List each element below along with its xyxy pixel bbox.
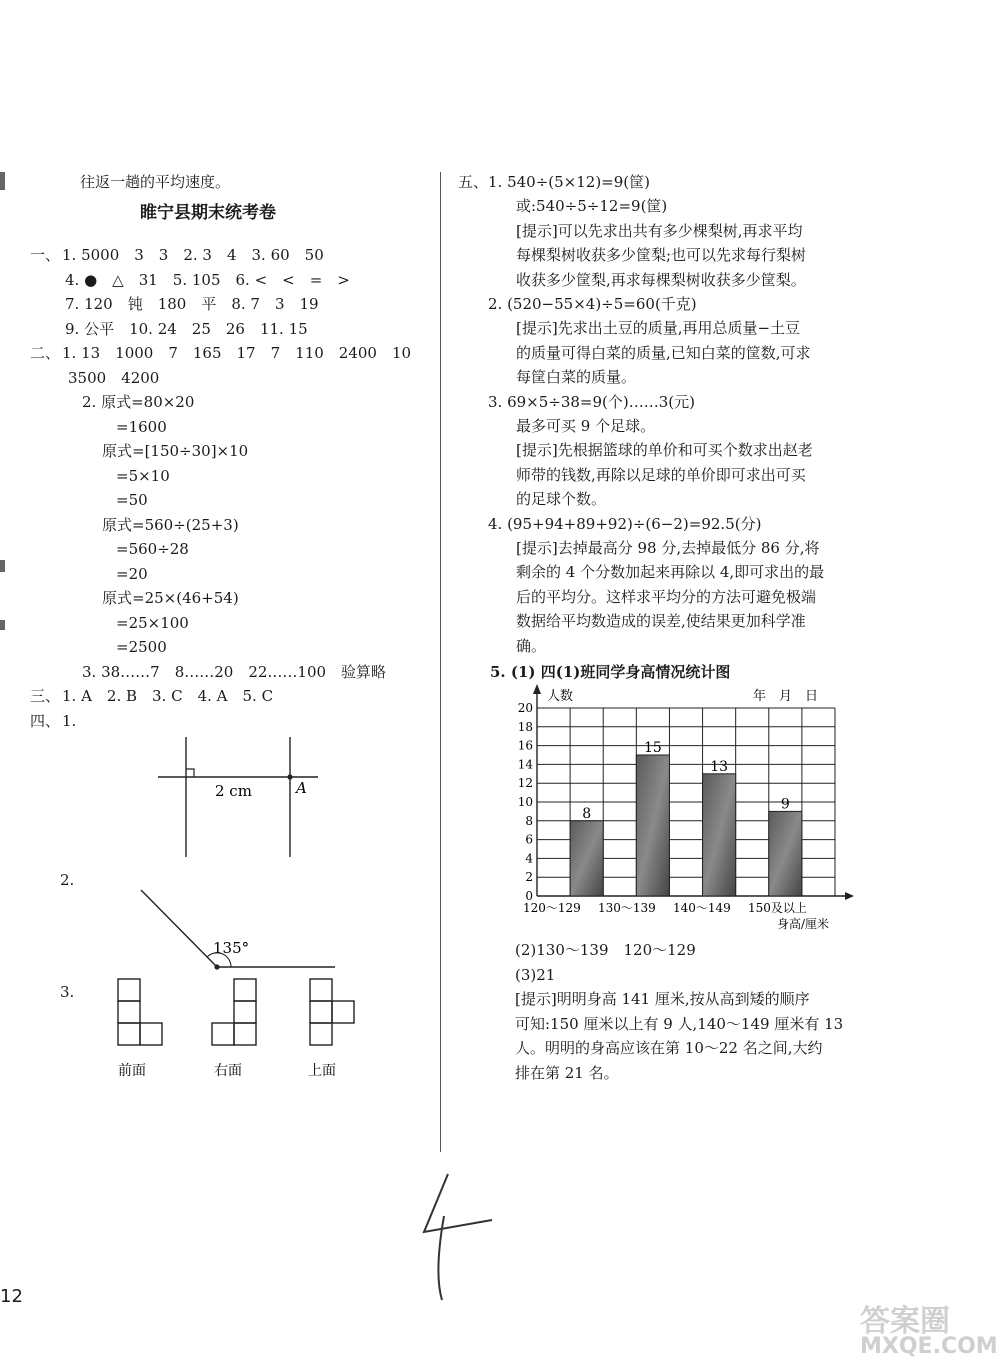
top-view <box>310 979 354 1045</box>
intro-line: 往返一趟的平均速度。 <box>80 173 231 191</box>
answer-line: 2. (520−55×4)÷5=60(千克) <box>488 295 697 313</box>
measure-label: 2 cm <box>215 782 252 800</box>
answer-line: 每筐白菜的质量。 <box>516 368 637 387</box>
figure-angle <box>135 888 340 973</box>
y-axis-arrow <box>533 684 541 694</box>
bar <box>636 755 669 896</box>
view-label-top: 上面 <box>308 1063 336 1079</box>
answer-line: 7. 120 钝 180 平 8. 7 3 19 <box>65 295 319 313</box>
answer-line: 收获多少筐梨,再求每棵梨树收获多少筐梨。 <box>516 270 806 289</box>
bar <box>769 811 802 896</box>
watermark: 答案圈 <box>860 1304 950 1339</box>
answer-line: (2)130～139 120～129 <box>515 941 696 959</box>
answer-line: 4. ● △ 31 5. 105 6. < < = > <box>65 270 350 289</box>
q5-chart-caption: 5. (1) 四(1)班同学身高情况统计图 <box>490 663 731 681</box>
bar-value-label: 8 <box>582 805 592 822</box>
handwritten-mark <box>420 1170 510 1305</box>
answer-line: [提示]先求出土豆的质量,再用总质量−土豆 <box>516 319 801 338</box>
view-label-front: 前面 <box>118 1063 146 1079</box>
answer-line: =560÷28 <box>116 540 189 558</box>
y-tick-label: 16 <box>517 738 533 753</box>
x-category-label: 150及以上 <box>748 901 807 915</box>
chart-x-labels <box>523 900 807 915</box>
answer-line: 3. 69×5÷38=9(个)……3(元) <box>488 392 695 411</box>
fig3-label: 3. <box>60 983 75 1001</box>
bar-value-label: 15 <box>643 740 662 756</box>
answer-line: 原式=560÷(25+3) <box>102 515 239 534</box>
x-axis-arrow <box>845 892 854 900</box>
answer-line: 确。 <box>516 636 547 655</box>
y-tick-label: 0 <box>525 889 533 903</box>
answer-line: 或:540÷5÷12=9(筐) <box>516 197 668 216</box>
right-view <box>212 979 256 1045</box>
x-category-label: 130～139 <box>598 901 656 915</box>
answer-line: 1. A 2. B 3. C 4. A 5. C <box>62 687 274 705</box>
answer-line: =2500 <box>116 638 167 656</box>
bar-value-label: 13 <box>710 758 729 775</box>
answer-line: =5×10 <box>116 466 170 485</box>
answer-line: 每棵梨树收获多少筐梨;也可以先求每行梨树 <box>516 246 807 265</box>
bar-value-label: 9 <box>780 796 790 813</box>
y-tick-label: 20 <box>517 701 533 715</box>
y-tick-label: 18 <box>517 719 533 734</box>
answer-line: 人。明明的身高应该在第 10～22 名之间,大约 <box>515 1039 823 1057</box>
section-mark: 一、 <box>30 246 61 264</box>
answer-line: 的质量可得白菜的质量,已知白菜的筐数,可求 <box>516 343 811 362</box>
chart-x-axis-label: 身高/厘米 <box>777 917 830 931</box>
binding-mark <box>0 620 5 630</box>
answer-line: 4. (95+94+89+92)÷(6−2)=92.5(分) <box>488 514 762 533</box>
answer-line: 剩余的 4 个分数加起来再除以 4,即可求出的最 <box>516 563 825 582</box>
answer-line: =25×100 <box>116 613 189 632</box>
answer-line: 最多可买 9 个足球。 <box>516 417 656 435</box>
answer-line: [提示]可以先求出共有多少棵梨树,再求平均 <box>516 221 803 240</box>
angle-label: 135° <box>213 939 250 957</box>
answer-line: 排在第 21 名。 <box>515 1063 619 1082</box>
answer-line: 师带的钱数,再除以足球的单价即可求出可买 <box>516 465 806 484</box>
y-tick-label: 14 <box>517 757 533 772</box>
bar <box>703 774 736 896</box>
y-tick-label: 2 <box>525 870 533 885</box>
height-bar-chart <box>505 682 855 932</box>
section-mark: 五、 <box>458 173 489 191</box>
y-tick-label: 10 <box>517 795 533 809</box>
view-label-right: 右面 <box>214 1063 242 1079</box>
chart-y-ticks <box>518 701 534 903</box>
answer-line: 1. 540÷(5×12)=9(筐) <box>488 173 650 191</box>
answer-line: [提示]先根据篮球的单价和可买个数求出赵老 <box>516 441 813 460</box>
answer-line: [提示]明明身高 141 厘米,按从高到矮的顺序 <box>515 990 810 1008</box>
section-mark: 四、 <box>30 711 61 730</box>
answer-line: 3. 38……7 8……20 22……100 验算略 <box>82 662 387 681</box>
watermark-url: MXQE.COM <box>860 1334 998 1359</box>
answer-line: 原式=[150÷30]×10 <box>102 442 249 460</box>
figure-perpendicular-lines <box>150 735 330 860</box>
answer-line: =1600 <box>116 417 167 436</box>
x-category-label: 140～149 <box>673 901 731 915</box>
chart-date-label: 年 月 日 <box>753 689 819 704</box>
section-title: 睢宁县期末统考卷 <box>140 203 276 223</box>
answer-line: 后的平均分。这样求平均分的方法可避免极端 <box>516 587 817 606</box>
section-mark: 三、 <box>30 687 61 705</box>
bar <box>570 821 603 896</box>
page-number: 12 <box>0 1286 23 1307</box>
answer-line: 1. <box>62 711 77 730</box>
chart-bars <box>570 740 802 896</box>
fig2-label: 2. <box>60 871 75 889</box>
answer-line: 9. 公平 10. 24 25 26 11. 15 <box>65 319 308 338</box>
answer-line: (3)21 <box>515 965 556 984</box>
section-mark: 二、 <box>30 344 61 362</box>
front-view <box>118 979 162 1045</box>
answer-line: 1. 5000 3 3 2. 3 4 3. 60 50 <box>62 246 324 264</box>
answer-line: 原式=25×(46+54) <box>102 589 239 607</box>
y-tick-label: 6 <box>525 832 533 847</box>
y-tick-label: 8 <box>525 813 533 828</box>
figure-three-views <box>110 975 355 1085</box>
y-tick-label: 12 <box>517 776 533 791</box>
answer-line: 可知:150 厘米以上有 9 人,140～149 厘米有 13 <box>515 1014 844 1033</box>
x-category-label: 120～129 <box>523 901 581 915</box>
point-label: A <box>296 779 307 797</box>
y-tick-label: 4 <box>525 851 533 866</box>
answer-line: 2. 原式=80×20 <box>82 393 195 411</box>
answer-line: 3500 4200 <box>68 368 160 387</box>
answer-line: =20 <box>116 564 148 583</box>
answer-line: 数据给平均数造成的误差,使结果更加科学准 <box>516 612 806 631</box>
chart-y-axis-label: 人数 <box>547 689 574 704</box>
answer-line: [提示]去掉最高分 98 分,去掉最低分 86 分,将 <box>516 539 820 557</box>
binding-mark <box>0 560 5 572</box>
binding-mark <box>0 172 5 190</box>
answer-line: 的足球个数。 <box>516 490 607 509</box>
answer-line: =50 <box>116 491 148 509</box>
column-divider <box>440 172 441 1152</box>
answer-line: 1. 13 1000 7 165 17 7 110 2400 10 <box>62 344 412 362</box>
